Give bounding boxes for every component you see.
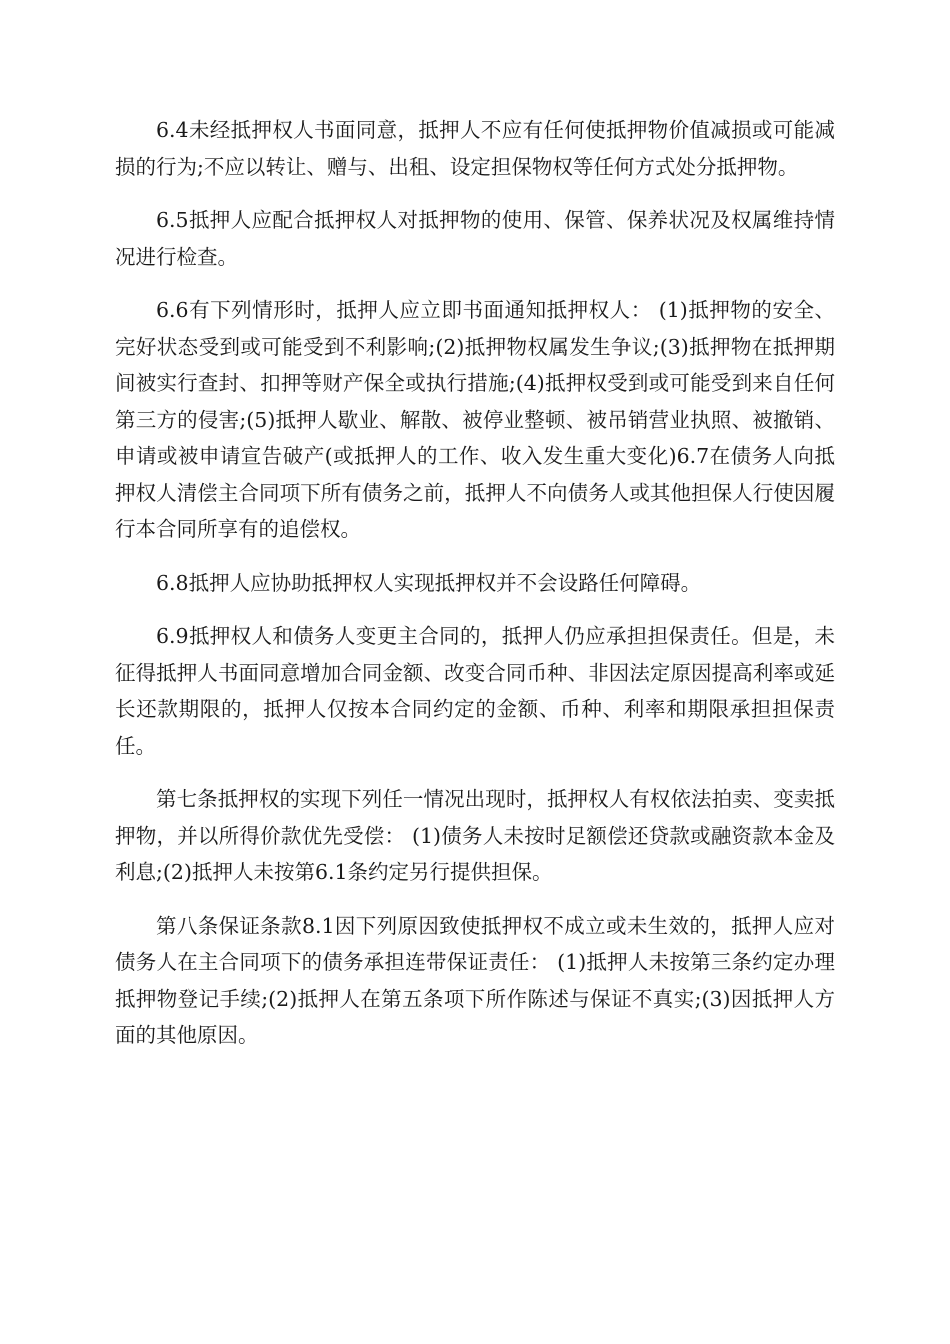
article-7-paragraph: 第七条抵押权的实现下列任一情况出现时，抵押权人有权依法拍卖、变卖抵押物，并以所得价款优先受偿： (1)债务人未按时足额偿还贷款或融资款本金及利息;(2)抵押人未按第6.1条约定另行提供担保。 — [115, 787, 835, 884]
clause-6-8-paragraph: 6.8抵押人应协助抵押权人实现抵押权并不会设路任何障碍。 — [156, 570, 702, 595]
clause-6-5-paragraph: 6.5抵押人应配合抵押权人对抵押物的使用、保管、保养状况及权属维持情况进行检查。 — [115, 208, 835, 269]
clause-6-9-paragraph: 6.9抵押权人和债务人变更主合同的，抵押人仍应承担担保责任。但是，未征得抵押人书面同意增加合同金额、改变合同币种、非因法定原因提高利率或延长还款期限的，抵押人仅按本合同约定的金额、币种、利率和期限承担担保责任。 — [115, 624, 835, 758]
clause-6-4-paragraph: 6.4未经抵押权人书面同意，抵押人不应有任何使抵押物价值减损或可能减损的行为;不应以转让、赠与、出租、设定担保物权等任何方式处分抵押物。 — [115, 118, 835, 179]
article-8-paragraph: 第八条保证条款8.1因下列原因致使抵押权不成立或未生效的，抵押人应对债务人在主合同项下的债务承担连带保证责任： (1)抵押人未按第三条约定办理抵押物登记手续;(2)抵押人在第五条项下所作陈述与保证不真实;(3)因抵押人方面的其他原因。 — [115, 913, 835, 1047]
clause-6-6-paragraph: 6.6有下列情形时，抵押人应立即书面通知抵押权人： (1)抵押物的安全、完好状态受到或可能受到不利影响;(2)抵押物权属发生争议;(3)抵押物在抵押期间被实行查封、扣押等财产保全或执行措施;(4)抵押权受到或可能受到来自任何第三方的侵害;(5)抵押人歇业、解散、被停业整顿、被吊销营业执照、被撤销、申请或被申请宣告破产(或抵押人的工作、收入发生重大变化)6.7在债务人向抵押权人清偿主合同项下所有债务之前，抵押人不向债务人或其他担保人行使因履行本合同所享有的追偿权。 — [115, 298, 835, 541]
document-body — [115, 112, 835, 1071]
